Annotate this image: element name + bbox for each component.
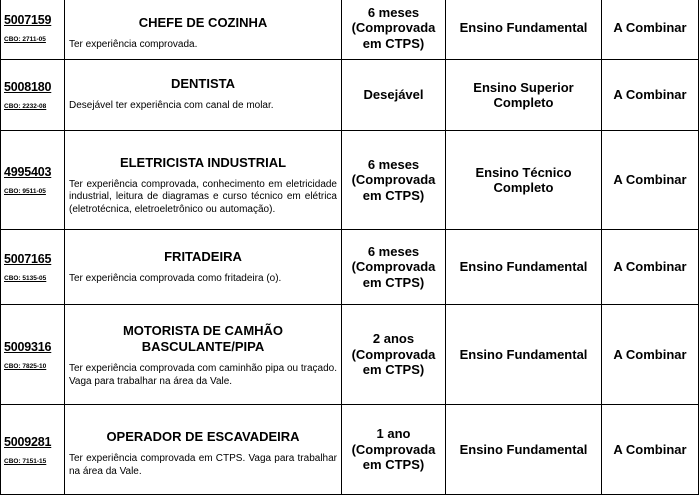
education-text: Ensino Fundamental (459, 20, 588, 36)
salary-text: A Combinar (613, 172, 687, 188)
job-description-cell (65, 60, 342, 131)
education-text: Ensino Fundamental (459, 346, 588, 362)
education-cell (446, 305, 602, 405)
job-row (1, 405, 699, 495)
job-code: 5008180 (4, 80, 52, 94)
salary-text: A Combinar (613, 20, 687, 36)
job-code-cell (1, 60, 65, 131)
education-text: Ensino Fundamental (459, 259, 588, 275)
job-requirements: Desejável ter experiência com canal de molar. (69, 99, 274, 111)
job-requirements: Ter experiência comprovada em CTPS. Vaga para trabalhar na área da Vale. (69, 453, 337, 477)
education-cell (446, 405, 602, 495)
experience-text: 1 ano (Comprovada em CTPS) (351, 426, 436, 473)
experience-text: Desejável (363, 87, 424, 103)
education-cell (446, 131, 602, 230)
cbo-code: CBO: 9511-05 (4, 188, 46, 195)
salary-cell (602, 0, 699, 60)
job-code-cell (1, 305, 65, 405)
job-title: FRITADEIRA (164, 248, 242, 264)
job-code: 5009316 (4, 339, 52, 354)
job-title: ELETRICISTA INDUSTRIAL (119, 154, 287, 170)
job-description-cell (65, 0, 342, 60)
experience-cell (342, 60, 446, 131)
salary-cell (602, 131, 699, 230)
experience-cell (342, 405, 446, 495)
job-code: 4995403 (4, 165, 52, 179)
job-title: DENTISTA (170, 75, 236, 91)
experience-cell (342, 131, 446, 230)
job-requirements: Ter experiência comprovada. (69, 38, 198, 50)
cbo-code: CBO: 2232-08 (4, 103, 47, 110)
education-text: Ensino Superior Completo (473, 79, 574, 110)
cbo-code: CBO: 2711-05 (4, 36, 46, 43)
job-description-cell (65, 131, 342, 230)
job-title: MOTORISTA DE CAMHÃO BASCULANTE/PIPA (122, 323, 284, 354)
education-text: Ensino Técnico Completo (475, 164, 572, 195)
salary-text: A Combinar (613, 259, 687, 275)
job-row (1, 60, 699, 131)
experience-text: 6 meses (Comprovada em CTPS) (351, 243, 436, 290)
experience-text: 6 meses (Comprovada em CTPS) (351, 4, 436, 51)
salary-cell (602, 405, 699, 495)
education-cell (446, 60, 602, 131)
job-title: CHEFE DE COZINHA (138, 14, 268, 30)
job-description-cell (65, 305, 342, 405)
salary-cell (602, 230, 699, 305)
education-text: Ensino Fundamental (459, 441, 588, 457)
cbo-code: CBO: 7825-10 (4, 362, 47, 370)
job-description-cell (65, 230, 342, 305)
experience-cell (342, 0, 446, 60)
job-code-cell (1, 0, 65, 60)
experience-text: 6 meses (Comprovada em CTPS) (351, 156, 436, 203)
salary-cell (602, 305, 699, 405)
job-row (1, 305, 699, 405)
job-code: 5007165 (4, 252, 52, 266)
job-description-cell (65, 405, 342, 495)
experience-cell (342, 305, 446, 405)
job-code-cell (1, 230, 65, 305)
salary-text: A Combinar (613, 346, 687, 362)
salary-text: A Combinar (613, 87, 687, 103)
job-row (1, 131, 699, 230)
job-row (1, 0, 699, 60)
job-row (1, 230, 699, 305)
experience-cell (342, 230, 446, 305)
cbo-code: CBO: 5135-05 (4, 275, 47, 282)
education-cell (446, 230, 602, 305)
job-code: 5009281 (4, 434, 52, 449)
job-requirements: Ter experiência comprovada com caminhão pipa ou traçado. Vaga para trabalhar na área da Vale. (69, 363, 337, 387)
job-requirements: Ter experiência comprovada, conhecimento em eletricidade industrial, leitura de diagramas e curso técnico em elétrica (eletrotécnica, eletroeletrônico ou automação). (69, 178, 337, 215)
job-requirements: Ter experiência comprovada como fritadeira (o). (69, 272, 282, 284)
job-title: OPERADOR DE ESCAVADEIRA (106, 429, 300, 444)
job-code-cell (1, 405, 65, 495)
cbo-code: CBO: 7151-15 (4, 457, 47, 465)
job-code-cell (1, 131, 65, 230)
salary-text: A Combinar (613, 441, 687, 457)
job-code: 5007159 (4, 13, 52, 27)
salary-cell (602, 60, 699, 131)
experience-text: 2 anos (Comprovada em CTPS) (351, 331, 436, 378)
education-cell (446, 0, 602, 60)
